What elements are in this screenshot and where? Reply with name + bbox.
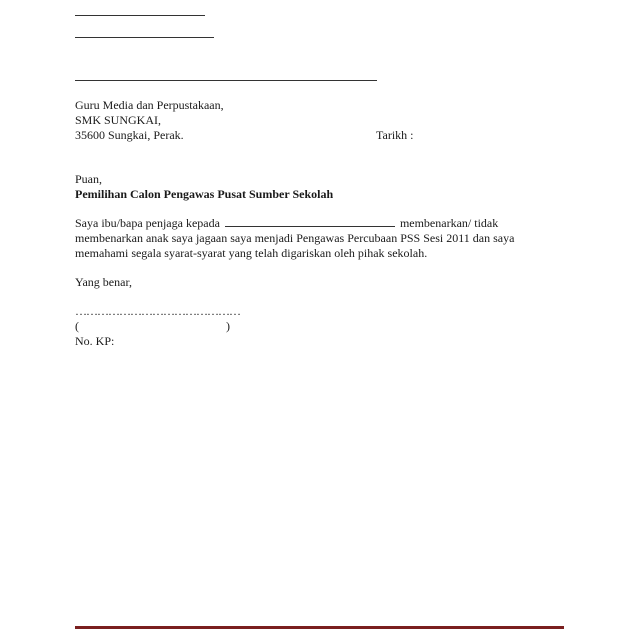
signature-dots: ……………………………………… (75, 304, 240, 318)
recipient-school: SMK SUNGKAI, (75, 113, 162, 127)
student-name-blank (225, 216, 395, 227)
salutation: Puan, (75, 172, 102, 186)
date-label: Tarikh : (376, 128, 414, 142)
footer-rule (75, 626, 564, 629)
body-line-1-prefix: Saya ibu/bapa penjaga kepada (75, 216, 220, 230)
sender-address-line-3-blank (75, 80, 377, 81)
signature-name-open-paren: ( (75, 319, 79, 333)
body-line-1 (75, 216, 498, 230)
sender-address-line-2-blank (75, 37, 214, 38)
ic-number-label: No. KP: (75, 334, 115, 348)
closing: Yang benar, (75, 275, 132, 289)
body-line-1-suffix: membenarkan/ tidak (399, 216, 499, 230)
recipient-title: Guru Media dan Perpustakaan, (75, 98, 224, 112)
body-line-3: memahami segala syarat-syarat yang telah digariskan oleh pihak sekolah. (75, 246, 428, 260)
recipient-city: 35600 Sungkai, Perak. (75, 128, 184, 142)
letter-subject: Pemilihan Calon Pengawas Pusat Sumber Sekolah (75, 187, 334, 201)
body-line-2: membenarkan anak saya jagaan saya menjadi Pengawas Percubaan PSS Sesi 2011 dan saya (75, 231, 515, 245)
sender-address-line-1-blank (75, 15, 205, 16)
signature-name-close-paren: ) (226, 319, 230, 333)
